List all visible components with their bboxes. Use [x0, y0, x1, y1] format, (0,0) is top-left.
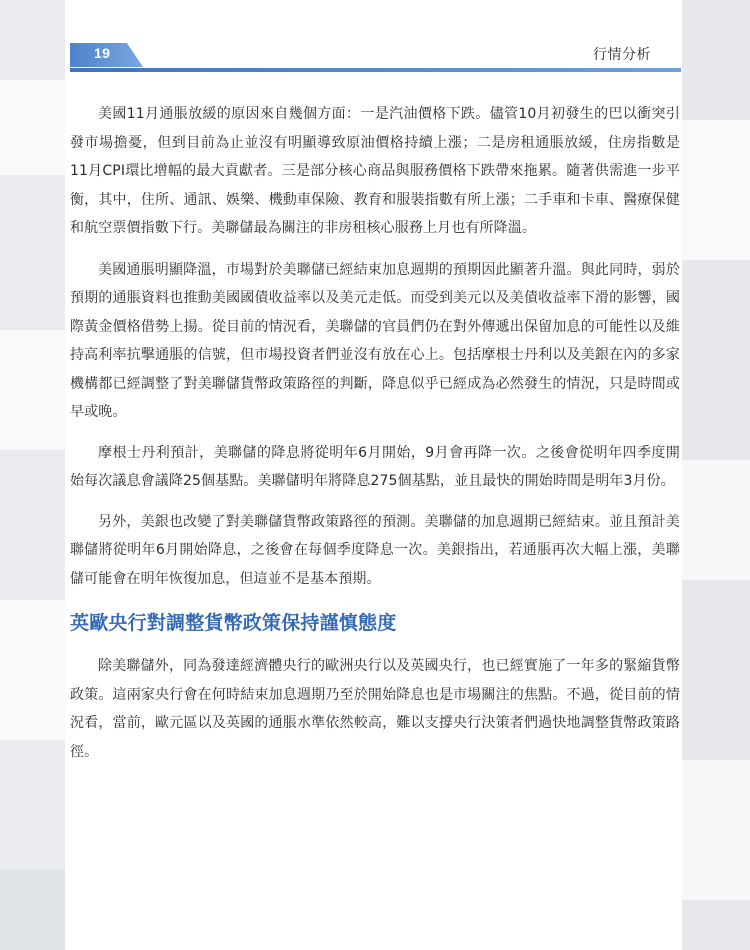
page-header — [70, 43, 681, 72]
paragraph-1: 美國11月通脹放緩的原因來自幾個方面：一是汽油價格下跌。儘管10月初發生的巴以衝突引發市場擔憂，但到目前為止並沒有明顯導致原油價格持續上漲；二是房租通脹放緩，住房指數是11月CPI環比增幅的最大貢獻者。三是部分核心商品與服務價格下跌帶來拖累。隨著供需進一步平衡，其中，住所、通訊、娛樂、機動車保險、教育和服裝指數有所上漲；二手車和卡車、醫療保健和航空票價指數下行。美聯儲最為關注的非房租核心服務上月也有所降溫。 — [70, 106, 680, 236]
paragraph-2: 美國通脹明顯降溫，市場對於美聯儲已經結束加息週期的預期因此顯著升溫。與此同時，弱於預期的通脹資料也推動美國國債收益率以及美元走低。而受到美元以及美債收益率下滑的影響，國際黃金價格借勢上揚。從目前的情況看，美聯儲的官員們仍在對外傳遞出保留加息的可能性以及維持高利率抗擊通脹的信號，但市場投資者們並沒有放在心上。包括摩根士丹利以及美銀在內的多家機構都已經調整了對美聯儲貨幣政策路徑的判斷，降息似乎已經成為必然發生的情況，只是時間或早或晚。 — [70, 261, 680, 420]
page-number: 19 — [94, 45, 111, 61]
background-tile — [0, 870, 65, 950]
paragraph-4: 另外，美銀也改變了對美聯儲貨幣政策路徑的預測。美聯儲的加息週期已經結束。並且預計美聯儲將從明年6月開始降息，之後會在每個季度降息一次。美銀指出，若通脹再次大幅上漲，美聯儲可能會在明年恢復加息，但這並不是基本預期。 — [70, 513, 680, 587]
header-divider — [70, 68, 681, 72]
article-content — [70, 100, 680, 766]
background-tile — [0, 600, 65, 740]
background-tile — [0, 80, 65, 175]
background-tile — [682, 120, 750, 260]
paragraph-3: 摩根士丹利預計，美聯儲的降息將從明年6月開始，9月會再降一次。之後會從明年四季度開始每次議息會議降25個基點。美聯儲明年將降息275個基點，並且最快的開始時間是明年3月份。 — [70, 444, 680, 489]
background-tile — [682, 760, 750, 900]
section-label: 行情分析 — [593, 47, 651, 63]
paragraph-5: 除美聯儲外，同為發達經濟體央行的歐洲央行以及英國央行，也已經實施了一年多的緊縮貨幣政策。這兩家央行會在何時結束加息週期乃至於開始降息也是市場關注的焦點。不過，從目前的情況看，當前，歐元區以及英國的通脹水準依然較高，難以支撐央行決策者們過快地調整貨幣政策路徑。 — [70, 658, 680, 760]
background-tile — [682, 460, 750, 580]
section-heading: 英歐央行對調整貨幣政策保持謹慎態度 — [70, 612, 397, 634]
background-tile — [0, 330, 65, 450]
